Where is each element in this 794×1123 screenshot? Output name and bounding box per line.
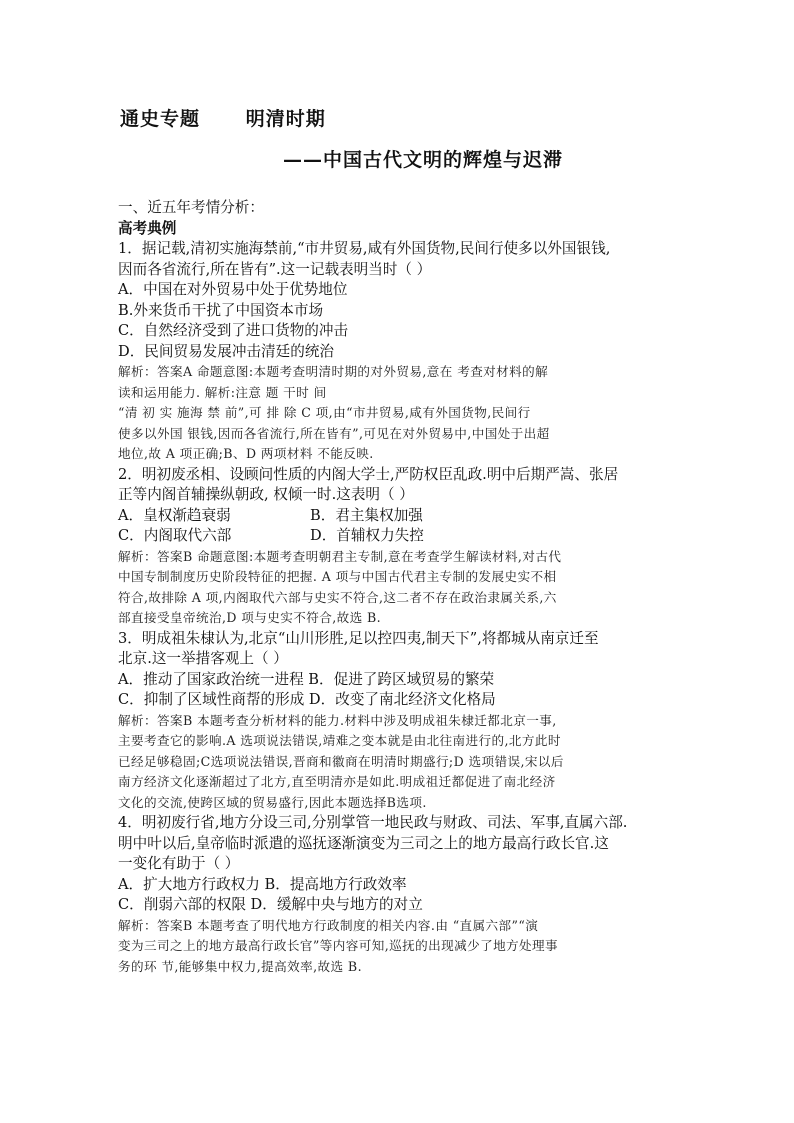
document-body xyxy=(118,198,688,977)
analysis-line: 主要考查它的影响.A 选项说法错误,靖难之变本就是由北往南进行的,北方此时 xyxy=(118,733,561,748)
analysis-line: “清 初 实 施海 禁 前”,可 排 除 C 项,由“市井贸易,咸有外国货物,民间行 xyxy=(118,405,531,420)
question-1 xyxy=(118,239,688,465)
options-row xyxy=(118,526,688,547)
analysis-line: 南方经济文化逐渐超过了北方,直至明清亦是如此.明成祖迁都促进了南北经济 xyxy=(118,774,556,789)
analysis-line: 变为三司之上的地方最高行政长官”等内容可知,巡抚的出现减少了地方处理事 xyxy=(118,938,559,953)
analysis-line: 部直接受皇帝统治,D 项与史实不符合,故选 B. xyxy=(118,610,382,625)
question-stem-line: 明中叶以后,皇帝临时派遣的巡抚逐渐演变为三司之上的地方最高行政长官.这 xyxy=(118,834,609,852)
option-d: D．首辅权力失控 xyxy=(310,527,424,544)
page-title: 通史专题 明清时期 xyxy=(120,108,326,130)
question-3 xyxy=(118,629,688,814)
options-row: C．削弱六部的权限 D．缓解中央与地方的对立 xyxy=(118,896,423,913)
question-stem-line: 北京.这一举措客观上（ ） xyxy=(118,650,288,667)
analysis-line: 解析：答案B 本题考查分析材料的能力.材料中涉及明成祖朱棣迁都北京一事, xyxy=(118,712,557,728)
analysis-line: 务的环 节,能够集中权力,提高效率,故选 B. xyxy=(118,958,362,974)
question-2 xyxy=(118,465,688,629)
option-a: A．皇权渐趋衰弱 xyxy=(118,506,231,524)
question-stem-line: 3．明成祖朱棣认为,北京“山川形胜,足以控四夷,制天下”,将都城从南京迁至 xyxy=(118,629,599,647)
analysis-line: 使多以外国 银钱,因而各省流行,所在皆有”,可见在对外贸易中,中国处于出超 xyxy=(118,425,550,441)
question-stem-line: 一变化有助于（ ） xyxy=(118,855,240,872)
analysis-line: 中国专制制度历史阶段特征的把握. A 项与中国古代君主专制的发展史实不相 xyxy=(118,569,557,584)
option-a: A．中国在对外贸易中处于优势地位 xyxy=(118,281,348,298)
analysis-line: 已经足够稳固;C选项说法错误,晋商和徽商在明清时期盛行;D 选项错误,宋以后 xyxy=(118,753,564,769)
analysis-line: 解析：答案A 命题意图:本题考查明清时期的对外贸易,意在 考查对材料的解 xyxy=(118,364,549,379)
analysis-line: 读和运用能力. 解析:注意 题 干时 间 xyxy=(118,384,327,400)
analysis-line: 解析：答案B 命题意图:本题考查明朝君主专制,意在考查学生解读材料,对古代 xyxy=(118,548,562,564)
options-row xyxy=(118,506,688,527)
option-b: B.外来货币干扰了中国资本市场 xyxy=(118,301,324,319)
option-d: D．民间贸易发展冲击清廷的统治 xyxy=(118,342,335,360)
section-subheading: 高考典例 xyxy=(118,219,177,237)
analysis-line: 地位,故 A 项正确;B、D 两项材料 不能反映. xyxy=(118,446,374,461)
option-c: C．自然经济受到了进口货物的冲击 xyxy=(118,322,349,339)
analysis-line: 解析：答案B 本题考查了明代地方行政制度的相关内容.由 “直属六部”“演 xyxy=(118,917,539,933)
options-row: C．抑制了区域性商帮的形成 D．改变了南北经济文化格局 xyxy=(118,691,496,708)
option-b: B．君主集权加强 xyxy=(310,506,423,524)
question-stem-line: 4．明初废行省,地方分设三司,分别掌管一地民政与财政、司法、军事,直属六部. xyxy=(118,814,628,831)
analysis-line: 符合,故排除 A 项,内阁取代六部与史实不符合,这二者不存在政治隶属关系,六 xyxy=(118,589,557,605)
options-row: A．扩大地方行政权力 B．提高地方行政效率 xyxy=(118,875,407,893)
page-subtitle: ——中国古代文明的辉煌与迟滞 xyxy=(283,149,564,171)
section-label: 一、近五年考情分析： xyxy=(118,199,264,216)
question-stem-line: 2．明初废丞相、设顾问性质的内阁大学士,严防权臣乱政.明中后期严嵩、张居 xyxy=(118,465,619,483)
question-stem-line: 因而各省流行,所在皆有”.这一记载表明当时（ ） xyxy=(118,260,432,278)
question-stem-line: 1．据记载,清初实施海禁前,“市井贸易,咸有外国货物,民间行使多以外国银钱, xyxy=(118,240,611,257)
question-stem-line: 正等内阁首辅操纵朝政, 权倾一时.这表明（ ） xyxy=(118,486,414,503)
question-4 xyxy=(118,813,688,977)
option-c: C．内阁取代六部 xyxy=(118,527,232,544)
options-row: A．推动了国家政治统一进程 B．促进了跨区域贸易的繁荣 xyxy=(118,670,495,688)
analysis-line: 文化的交流,使跨区域的贸易盛行,因此本题选择B选项. xyxy=(118,794,427,810)
